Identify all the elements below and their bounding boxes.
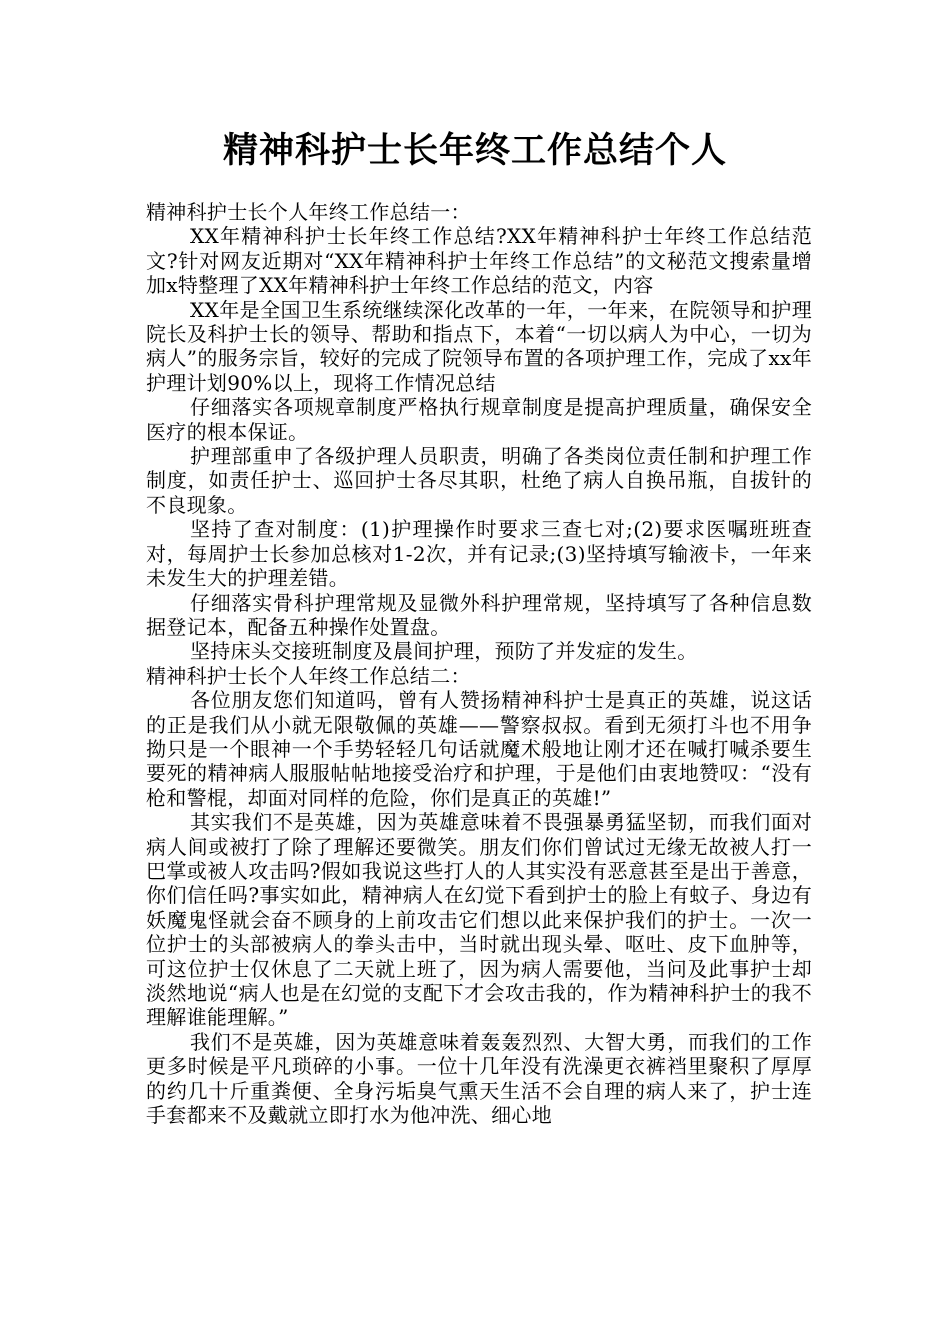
page-title: 精神科护士长年终工作总结个人 — [222, 131, 727, 171]
body-paragraph: 坚持床头交接班制度及晨间护理，预防了并发症的发生。 — [190, 639, 698, 664]
section-heading: 精神科护士长个人年终工作总结一： — [146, 200, 471, 224]
body-paragraph: XX年精神科护士长年终工作总结?XX年精神科护士年终工作总结范文?针对网友近期对“XX年精神科护士年终工作总结”的文秘范文搜索量增加x特整理了XX年精神科护士年终工作总结的范文，内容 — [146, 224, 812, 298]
body-paragraph: 坚持了查对制度：(1)护理操作时要求三查七对;(2)要求医嘱班班查对，每周护士长参加总核对1-2次，并有记录;(3)坚持填写输液卡，一年来未发生大的护理差错。 — [146, 517, 812, 591]
body-paragraph: 仔细落实骨科护理常规及显微外科护理常规，坚持填写了各种信息数据登记本，配备五种操作处置盘。 — [146, 590, 812, 639]
body-paragraph: XX年是全国卫生系统继续深化改革的一年，一年来，在院领导和护理院长及科护士长的领导、帮助和指点下，本着“一切以病人为中心，一切为病人”的服务宗旨，较好的完成了院领导布置的各项护理工作，完成了xx年护理计划90%以上，现将工作情况总结 — [146, 297, 812, 395]
body-paragraph: 护理部重申了各级护理人员职责，明确了各类岗位责任制和护理工作制度，如责任护士、巡回护士各尽其职，杜绝了病人自换吊瓶，自拔针的不良现象。 — [146, 444, 812, 517]
body-paragraph: 我们不是英雄，因为英雄意味着轰轰烈烈、大智大勇，而我们的工作更多时候是平凡琐碎的小事。一位十几年没有洗澡更衣裤裆里聚积了厚厚的约几十斤重粪便、全身污垢臭气熏天生活不会自理的病人来了，护士连手套都来不及戴就立即打水为他冲洗、细心地 — [146, 1029, 812, 1128]
body-paragraph: 各位朋友您们知道吗，曾有人赞扬精神科护士是真正的英雄，说这话的正是我们从小就无限敬佩的英雄——警察叔叔。看到无须打斗也不用争拗只是一个眼神一个手势轻轻几句话就魔术般地让刚才还在喊打喊杀要生要死的精神病人服服帖帖地接受治疗和护理，于是他们由衷地赞叹：“没有枪和警棍，却面对同样的危险，你们是真正的英雄!” — [146, 688, 812, 810]
body-paragraph: 其实我们不是英雄，因为英雄意味着不畏强暴勇猛坚韧，而我们面对病人间或被打了除了理解还要微笑。朋友们你们曾试过无缘无故被人打一巴掌或被人攻击吗?假如我说这些打人的人其实没有恶意甚至是出于善意，你们信任吗?事实如此，精神病人在幻觉下看到护士的脸上有蚊子、身边有妖魔鬼怪就会奋不顾身的上前攻击它们想以此来保护我们的护士。一次一位护士的头部被病人的拳头击中，当时就出现头晕、呕吐、皮下血肿等，可这位护士仅休息了二天就上班了，因为病人需要他，当问及此事护士却淡然地说“病人也是在幻觉的支配下才会攻击我的，作为精神科护士的我不理解谁能理解。” — [146, 810, 812, 1030]
body-paragraph: 仔细落实各项规章制度严格执行规章制度是提高护理质量，确保安全医疗的根本保证。 — [146, 395, 812, 444]
document-body — [146, 200, 812, 1127]
section-heading: 精神科护士长个人年终工作总结二： — [146, 663, 471, 688]
